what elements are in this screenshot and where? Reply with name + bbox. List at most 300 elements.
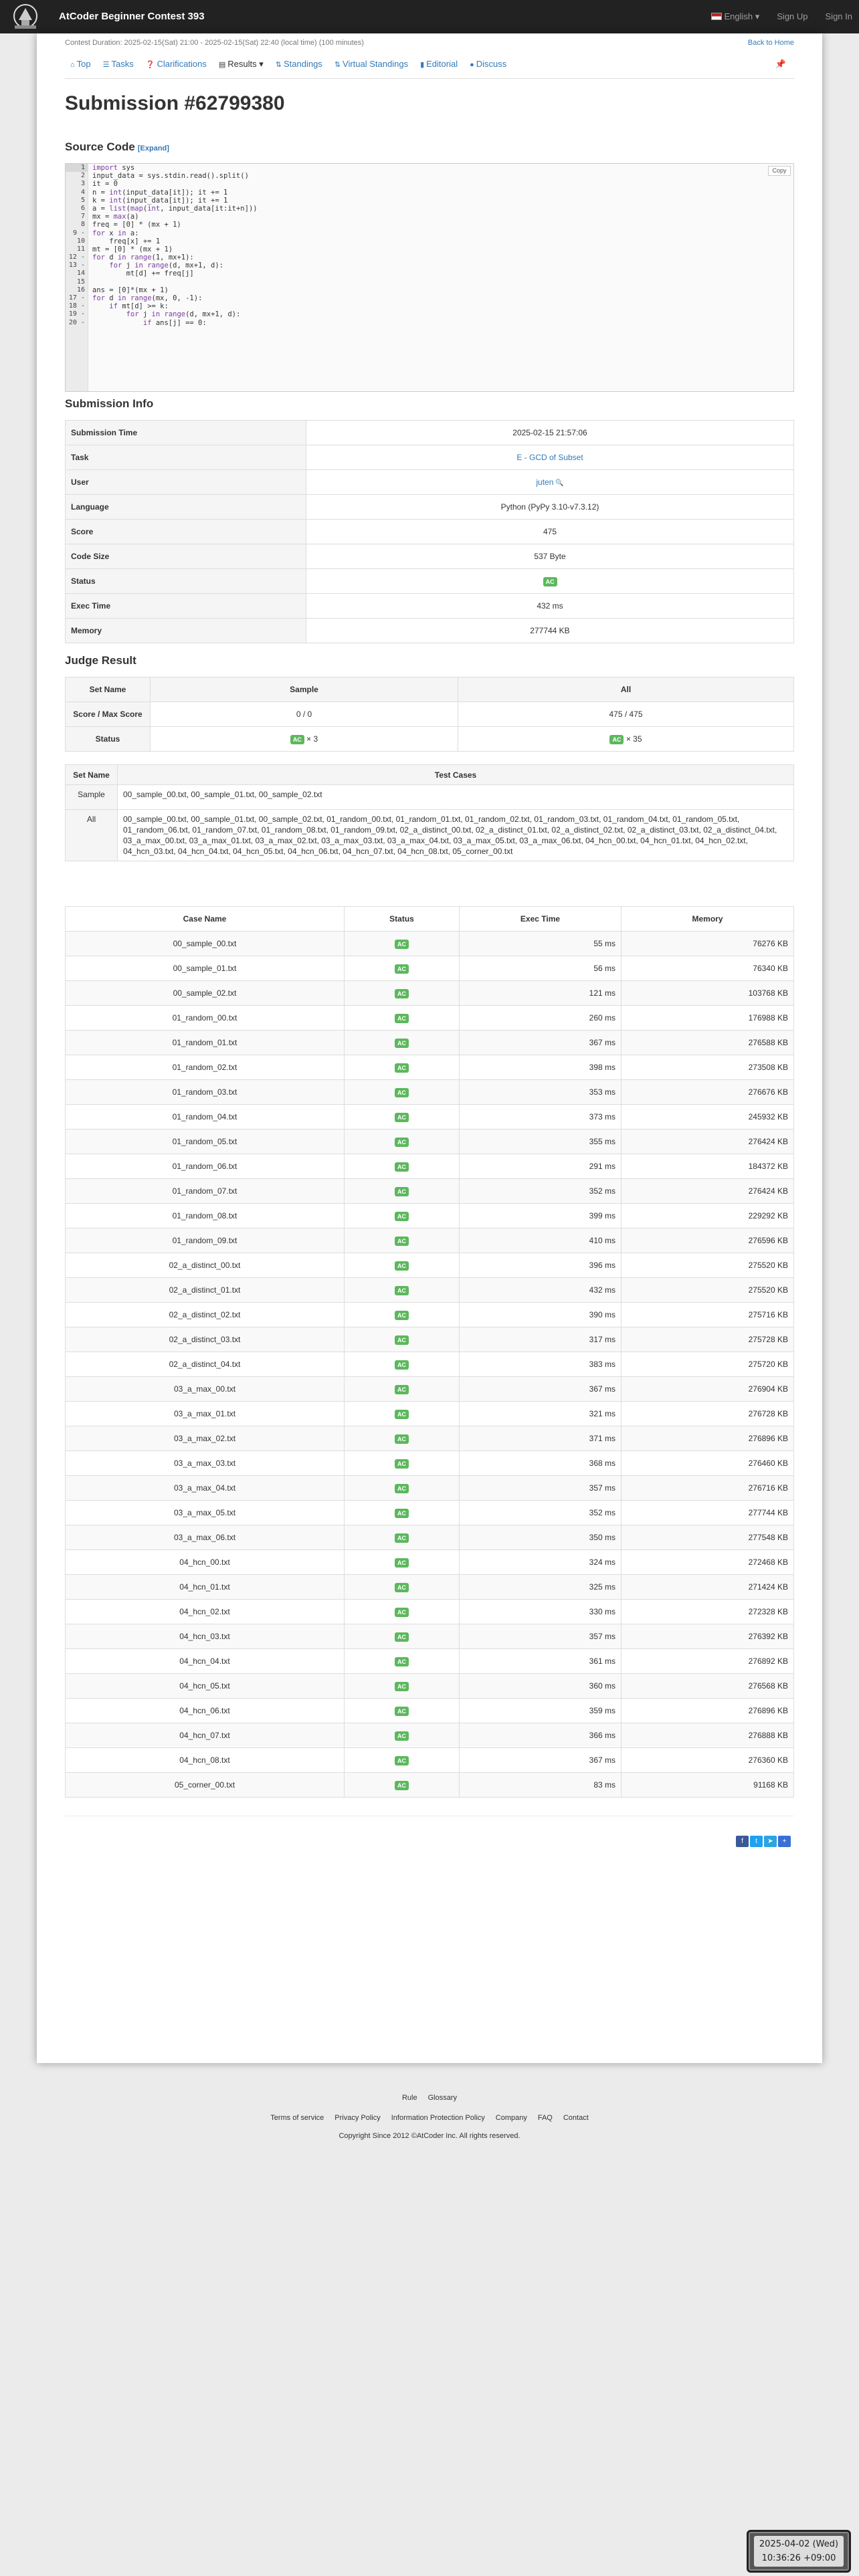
status-badge: AC [395, 1434, 409, 1444]
status-badge: AC [395, 1484, 409, 1493]
table-row [66, 1402, 794, 1426]
info-row [66, 544, 794, 569]
table-row [66, 1179, 794, 1204]
footer-links-row1 [0, 2094, 859, 2102]
table-row [66, 1006, 794, 1031]
telegram-icon[interactable]: ➤ [764, 1836, 777, 1847]
case-memory: 76340 KB [622, 956, 794, 981]
contest-duration: Contest Duration: 2025-02-15(Sat) 21:00 - 2025-02-15(Sat) 22:40 (local time) (100 minutes) [65, 39, 364, 47]
case-memory: 276676 KB [622, 1080, 794, 1105]
judge-header-all: All [458, 677, 794, 702]
info-row [66, 495, 794, 520]
case-status [345, 1773, 460, 1798]
info-value [306, 495, 794, 520]
table-row [66, 1105, 794, 1130]
status-badge: AC [395, 1756, 409, 1765]
case-exec-time: 291 ms [460, 1154, 622, 1179]
status-badge: AC [395, 1014, 409, 1023]
info-row [66, 569, 794, 594]
case-memory: 276360 KB [622, 1748, 794, 1773]
home-icon: ⌂ [70, 61, 75, 69]
table-row [66, 1426, 794, 1451]
case-memory: 245932 KB [622, 1105, 794, 1130]
footer-link-terms[interactable]: Terms of service [270, 2114, 324, 2122]
case-name: 01_random_08.txt [66, 1204, 345, 1228]
table-row [66, 1624, 794, 1649]
tab-clarifications[interactable]: ❓ Clarifications [145, 59, 207, 69]
case-memory: 176988 KB [622, 1006, 794, 1031]
case-name: 03_a_max_05.txt [66, 1501, 345, 1525]
case-memory: 275716 KB [622, 1303, 794, 1327]
case-memory: 275520 KB [622, 1278, 794, 1303]
table-row [66, 1723, 794, 1748]
status-badge: AC [395, 1781, 409, 1790]
line-number: 4 [80, 188, 85, 196]
status-label: Status [66, 727, 151, 752]
all-count: × 35 [626, 734, 642, 744]
footer-link-rule[interactable]: Rule [401, 2094, 417, 2102]
table-row [66, 1130, 794, 1154]
page-title: Submission #62799380 [65, 92, 285, 114]
line-number-gutter [66, 164, 88, 391]
tab-editorial[interactable]: ▮ Editorial [420, 59, 458, 69]
case-exec-time: 317 ms [460, 1327, 622, 1352]
line-number: 7 [80, 213, 85, 221]
status-badge: AC [395, 1509, 409, 1518]
case-name: 01_random_05.txt [66, 1130, 345, 1154]
table-row [66, 1525, 794, 1550]
case-memory: 103768 KB [622, 981, 794, 1006]
code-line: for x in a: [92, 229, 139, 237]
table-row [66, 1451, 794, 1476]
status-badge: AC [395, 940, 409, 949]
info-row [66, 619, 794, 643]
case-exec-time: 260 ms [460, 1006, 622, 1031]
table-row [66, 1228, 794, 1253]
status-badge: AC [395, 1533, 409, 1543]
table-row [66, 1674, 794, 1699]
test-sets-table [65, 764, 794, 861]
table-row [66, 1031, 794, 1055]
case-memory: 184372 KB [622, 1154, 794, 1179]
expand-link[interactable]: [Expand] [137, 144, 169, 152]
status-badge: AC [395, 1410, 409, 1419]
sets-header-test-cases: Test Cases [118, 765, 794, 785]
footer-link-contact[interactable]: Contact [563, 2114, 589, 2122]
case-exec-time: 353 ms [460, 1080, 622, 1105]
case-memory: 271424 KB [622, 1575, 794, 1600]
pin-icon[interactable]: 📌 [775, 59, 786, 69]
book-icon: ▮ [420, 61, 425, 69]
footer-link-privacy[interactable]: Privacy Policy [335, 2114, 381, 2122]
line-number: 20 - [68, 318, 85, 326]
status-badge: AC [395, 1657, 409, 1667]
sign-in-link[interactable]: Sign In [825, 11, 852, 21]
atcoder-logo-icon[interactable] [9, 3, 41, 31]
case-name: 04_hcn_00.txt [66, 1550, 345, 1575]
cases-header-name: Case Name [66, 907, 345, 932]
info-value [306, 544, 794, 569]
code-line: for j in range(d, mx+1, d): [126, 310, 241, 319]
contest-brand-link[interactable]: AtCoder Beginner Contest 393 [59, 11, 205, 22]
source-code-heading [65, 140, 169, 154]
case-memory: 276892 KB [622, 1649, 794, 1674]
table-row [66, 1278, 794, 1303]
case-name: 05_corner_00.txt [66, 1773, 345, 1798]
cases-header-status: Status [345, 907, 460, 932]
facebook-icon[interactable]: f [736, 1836, 749, 1847]
case-status [345, 1674, 460, 1699]
info-label: Code Size [66, 544, 306, 569]
case-exec-time: 355 ms [460, 1130, 622, 1154]
tab-results[interactable]: ▤ Results ▾ [218, 59, 264, 69]
all-status [458, 727, 794, 752]
question-icon: ❓ [145, 61, 155, 69]
info-value [306, 619, 794, 643]
status-badge: AC [395, 1558, 409, 1568]
info-value-text: 475 [543, 527, 557, 536]
case-exec-time: 361 ms [460, 1649, 622, 1674]
clock-time: 10:36:26 +09:00 [761, 2553, 836, 2563]
sample-status [151, 727, 458, 752]
tab-tasks[interactable]: ☰ Tasks [102, 59, 134, 69]
case-exec-time: 330 ms [460, 1600, 622, 1624]
info-label: Status [66, 569, 306, 594]
case-status [345, 1253, 460, 1278]
code-line: k = int(input_data[it]); it += 1 [92, 196, 228, 205]
all-cases: 00_sample_00.txt, 00_sample_01.txt, 00_sample_02.txt, 01_random_00.txt, 01_random_01.txt, 01_random_02.txt, 01_random_03.txt, 01_random_04.txt, 01_random_05.txt, 01_random_06.txt, 01_random_07.txt, 01_random_08.txt, 01_random_09.txt, 02_a_distinct_00.txt, 02_a_distinct_01.txt, 02_a_distinct_02.txt, 02_a_distinct_03.txt, 02_a_distinct_04.txt, 03_a_max_00.txt, 03_a_max_01.txt, 03_a_max_02.txt, 03_a_max_03.txt, 03_a_max_04.txt, 03_a_max_05.txt, 03_a_max_06.txt, 04_hcn_00.txt, 04_hcn_01.txt, 04_hcn_02.txt, 04_hcn_03.txt, 04_hcn_04.txt, 04_hcn_05.txt, 04_hcn_06.txt, 04_hcn_07.txt, 04_hcn_08.txt, 05_corner_00.txt [118, 810, 794, 861]
code-line: freq[x] += 1 [92, 237, 161, 245]
info-value [306, 594, 794, 619]
footer-links-row2 [0, 2114, 859, 2122]
case-memory: 276716 KB [622, 1476, 794, 1501]
cases-header-time: Exec Time [460, 907, 622, 932]
main-container [37, 33, 822, 2063]
user-link[interactable]: juten [536, 477, 554, 487]
info-label: Memory [66, 619, 306, 643]
code-line: input_data = sys.stdin.read().split() [92, 172, 249, 181]
status-badge: AC [395, 1162, 409, 1172]
code-line: for d in range(mx, 0, -1): [92, 294, 203, 302]
tab-discuss[interactable]: ● Discuss [470, 59, 507, 69]
case-name: 00_sample_01.txt [66, 956, 345, 981]
clock-date: 2025-04-02 (Wed) [759, 2539, 839, 2549]
status-badge: AC [395, 1286, 409, 1295]
judge-header-sample: Sample [151, 677, 458, 702]
case-status [345, 1130, 460, 1154]
judge-result-table [65, 677, 794, 752]
case-status [345, 1080, 460, 1105]
table-row [66, 956, 794, 981]
back-to-home-link[interactable]: Back to Home [747, 39, 794, 47]
case-exec-time: 357 ms [460, 1476, 622, 1501]
table-row [66, 1204, 794, 1228]
case-memory: 276896 KB [622, 1699, 794, 1723]
case-name: 04_hcn_08.txt [66, 1748, 345, 1773]
share-buttons [736, 1836, 791, 1847]
case-name: 01_random_04.txt [66, 1105, 345, 1130]
case-memory: 273508 KB [622, 1055, 794, 1080]
case-status [345, 1303, 460, 1327]
case-status [345, 1451, 460, 1476]
sign-up-link[interactable]: Sign Up [777, 11, 808, 21]
case-name: 01_random_06.txt [66, 1154, 345, 1179]
line-number: 2 [80, 172, 85, 180]
table-row [66, 1748, 794, 1773]
info-row [66, 594, 794, 619]
test-cases-table [65, 906, 794, 1798]
table-row [66, 1377, 794, 1402]
clock-widget [747, 2530, 851, 2573]
case-status [345, 1723, 460, 1748]
case-exec-time: 399 ms [460, 1204, 622, 1228]
status-badge: AC [395, 1707, 409, 1716]
info-label: User [66, 470, 306, 495]
status-badge: AC [395, 1335, 409, 1345]
case-status [345, 1402, 460, 1426]
line-number: 8 [80, 221, 85, 229]
info-label: Exec Time [66, 594, 306, 619]
case-status [345, 932, 460, 956]
code-lines [92, 164, 258, 327]
copy-button[interactable]: Copy [768, 166, 791, 176]
case-name: 03_a_max_04.txt [66, 1476, 345, 1501]
contest-subnav [65, 53, 794, 79]
status-badge: AC [395, 1261, 409, 1271]
table-row [66, 1303, 794, 1327]
case-exec-time: 350 ms [460, 1525, 622, 1550]
table-row [66, 1649, 794, 1674]
case-exec-time: 357 ms [460, 1624, 622, 1649]
case-memory: 272328 KB [622, 1600, 794, 1624]
footer-link-faq[interactable]: FAQ [537, 2114, 553, 2122]
case-exec-time: 367 ms [460, 1031, 622, 1055]
case-memory: 276424 KB [622, 1179, 794, 1204]
case-exec-time: 398 ms [460, 1055, 622, 1080]
case-exec-time: 383 ms [460, 1352, 622, 1377]
table-row [66, 1253, 794, 1278]
code-line: if mt[d] >= k: [109, 302, 169, 311]
tab-virtual-standings[interactable]: ⇅ Virtual Standings [334, 59, 409, 69]
footer-link-glossary[interactable]: Glossary [427, 2094, 458, 2102]
language-dropdown[interactable]: English ▾ [711, 11, 759, 22]
line-number: 5 [80, 196, 85, 204]
line-number: 9 - [72, 229, 85, 237]
code-line: ans = [0]*(mx + 1) [92, 286, 169, 294]
submission-info-table [65, 420, 794, 643]
table-icon: ▤ [218, 61, 226, 69]
case-status [345, 1055, 460, 1080]
case-status [345, 1501, 460, 1525]
case-status [345, 1748, 460, 1773]
case-exec-time: 366 ms [460, 1723, 622, 1748]
code-line: mt[d] += freq[j] [92, 270, 194, 278]
status-badge: AC [395, 1237, 409, 1246]
case-name: 04_hcn_07.txt [66, 1723, 345, 1748]
case-name: 03_a_max_06.txt [66, 1525, 345, 1550]
sets-header-set-name: Set Name [66, 765, 118, 785]
status-badge: AC [395, 1360, 409, 1370]
table-row [66, 1352, 794, 1377]
case-status [345, 1327, 460, 1352]
line-number: 15 [76, 278, 85, 286]
judge-result-heading: Judge Result [65, 654, 136, 667]
code-line [92, 278, 258, 286]
case-exec-time: 352 ms [460, 1501, 622, 1525]
table-row [66, 1550, 794, 1575]
case-name: 03_a_max_00.txt [66, 1377, 345, 1402]
case-status [345, 1575, 460, 1600]
case-status [345, 1550, 460, 1575]
line-number: 16 [76, 286, 85, 294]
case-name: 03_a_max_03.txt [66, 1451, 345, 1476]
table-row [66, 1327, 794, 1352]
tab-top[interactable]: ⌂ Top [70, 59, 91, 69]
case-exec-time: 121 ms [460, 981, 622, 1006]
table-row [66, 1773, 794, 1798]
line-number: 18 - [68, 302, 85, 310]
table-row [66, 932, 794, 956]
case-name: 04_hcn_01.txt [66, 1575, 345, 1600]
case-memory: 76276 KB [622, 932, 794, 956]
status-badge: AC [395, 1632, 409, 1642]
case-memory: 276568 KB [622, 1674, 794, 1699]
set-name-sample: Sample [66, 785, 118, 810]
case-memory: 276888 KB [622, 1723, 794, 1748]
info-value-text: 2025-02-15 21:57:06 [512, 428, 587, 437]
status-badge: AC [395, 1583, 409, 1592]
top-navbar [0, 0, 859, 33]
case-name: 01_random_09.txt [66, 1228, 345, 1253]
info-value [306, 445, 794, 470]
case-exec-time: 55 ms [460, 932, 622, 956]
case-exec-time: 396 ms [460, 1253, 622, 1278]
case-exec-time: 371 ms [460, 1426, 622, 1451]
status-badge: AC [395, 1608, 409, 1617]
code-line: mx = max(a) [92, 213, 139, 221]
table-row [66, 1699, 794, 1723]
all-score: 475 / 475 [458, 702, 794, 727]
case-memory: 275728 KB [622, 1327, 794, 1352]
case-memory: 272468 KB [622, 1550, 794, 1575]
twitter-icon[interactable]: t [750, 1836, 763, 1847]
case-status [345, 1352, 460, 1377]
tab-standings[interactable]: ⇅ Standings [275, 59, 322, 69]
plus-icon[interactable]: + [778, 1836, 791, 1847]
case-exec-time: 321 ms [460, 1402, 622, 1426]
case-status [345, 1179, 460, 1204]
line-number: 6 [80, 204, 85, 212]
case-name: 04_hcn_02.txt [66, 1600, 345, 1624]
info-row [66, 470, 794, 495]
case-memory: 277548 KB [622, 1525, 794, 1550]
footer-link-info-protection[interactable]: Information Protection Policy [391, 2114, 485, 2122]
table-row [66, 1080, 794, 1105]
sample-count: × 3 [306, 734, 318, 744]
info-label: Score [66, 520, 306, 544]
case-name: 01_random_00.txt [66, 1006, 345, 1031]
cases-header-memory: Memory [622, 907, 794, 932]
case-status [345, 1031, 460, 1055]
case-name: 00_sample_00.txt [66, 932, 345, 956]
source-code-title: Source Code [65, 140, 135, 153]
source-code-box[interactable] [65, 163, 794, 392]
case-name: 00_sample_02.txt [66, 981, 345, 1006]
language-label: English [724, 11, 753, 21]
sort-icon: ⇅ [334, 61, 341, 69]
code-line: for j in range(d, mx+1, d): [109, 261, 224, 270]
task-link[interactable]: E - GCD of Subset [516, 453, 583, 462]
case-name: 02_a_distinct_04.txt [66, 1352, 345, 1377]
case-status [345, 1204, 460, 1228]
code-line: for d in range(1, mx+1): [92, 253, 194, 262]
case-memory: 276392 KB [622, 1624, 794, 1649]
status-badge: AC [395, 1311, 409, 1320]
case-name: 04_hcn_04.txt [66, 1649, 345, 1674]
case-status [345, 1006, 460, 1031]
table-row [66, 1154, 794, 1179]
case-name: 03_a_max_02.txt [66, 1426, 345, 1451]
set-name-all: All [66, 810, 118, 861]
footer-link-company[interactable]: Company [495, 2114, 527, 2122]
case-name: 04_hcn_03.txt [66, 1624, 345, 1649]
line-number: 10 [76, 237, 85, 245]
status-badge: AC [395, 1039, 409, 1048]
code-line: mt = [0] * (mx + 1) [92, 245, 173, 253]
case-exec-time: 368 ms [460, 1451, 622, 1476]
sample-cases: 00_sample_00.txt, 00_sample_01.txt, 00_sample_02.txt [118, 785, 794, 810]
line-number: 3 [80, 180, 85, 188]
search-icon[interactable]: 🔍 [553, 479, 564, 487]
case-name: 01_random_01.txt [66, 1031, 345, 1055]
status-badge: AC [395, 1212, 409, 1221]
info-value-text: Python (PyPy 3.10-v7.3.12) [500, 502, 599, 512]
table-row [66, 1575, 794, 1600]
case-exec-time: 410 ms [460, 1228, 622, 1253]
case-name: 03_a_max_01.txt [66, 1402, 345, 1426]
status-badge: AC [395, 1113, 409, 1122]
case-exec-time: 367 ms [460, 1748, 622, 1773]
code-line: if ans[j] == 0: [142, 318, 207, 327]
case-exec-time: 390 ms [460, 1303, 622, 1327]
case-memory: 276904 KB [622, 1377, 794, 1402]
case-status [345, 1624, 460, 1649]
case-exec-time: 325 ms [460, 1575, 622, 1600]
status-badge: AC [395, 1187, 409, 1196]
case-status [345, 981, 460, 1006]
case-name: 02_a_distinct_01.txt [66, 1278, 345, 1303]
case-exec-time: 360 ms [460, 1674, 622, 1699]
info-row [66, 445, 794, 470]
status-badge: AC [395, 1063, 409, 1073]
line-number: 13 - [68, 261, 85, 270]
case-status [345, 1525, 460, 1550]
case-memory: 276896 KB [622, 1426, 794, 1451]
case-memory: 276424 KB [622, 1130, 794, 1154]
copyright: Copyright Since 2012 ©AtCoder Inc. All rights reserved. [339, 2132, 520, 2140]
score-label: Score / Max Score [66, 702, 151, 727]
case-memory: 276460 KB [622, 1451, 794, 1476]
case-name: 01_random_07.txt [66, 1179, 345, 1204]
status-badge: AC [395, 1385, 409, 1394]
info-value-text: 277744 KB [530, 626, 570, 635]
status-badge: AC [395, 1731, 409, 1741]
case-name: 04_hcn_06.txt [66, 1699, 345, 1723]
status-badge: AC [395, 1682, 409, 1691]
table-row [66, 1501, 794, 1525]
case-name: 01_random_03.txt [66, 1080, 345, 1105]
case-exec-time: 367 ms [460, 1377, 622, 1402]
